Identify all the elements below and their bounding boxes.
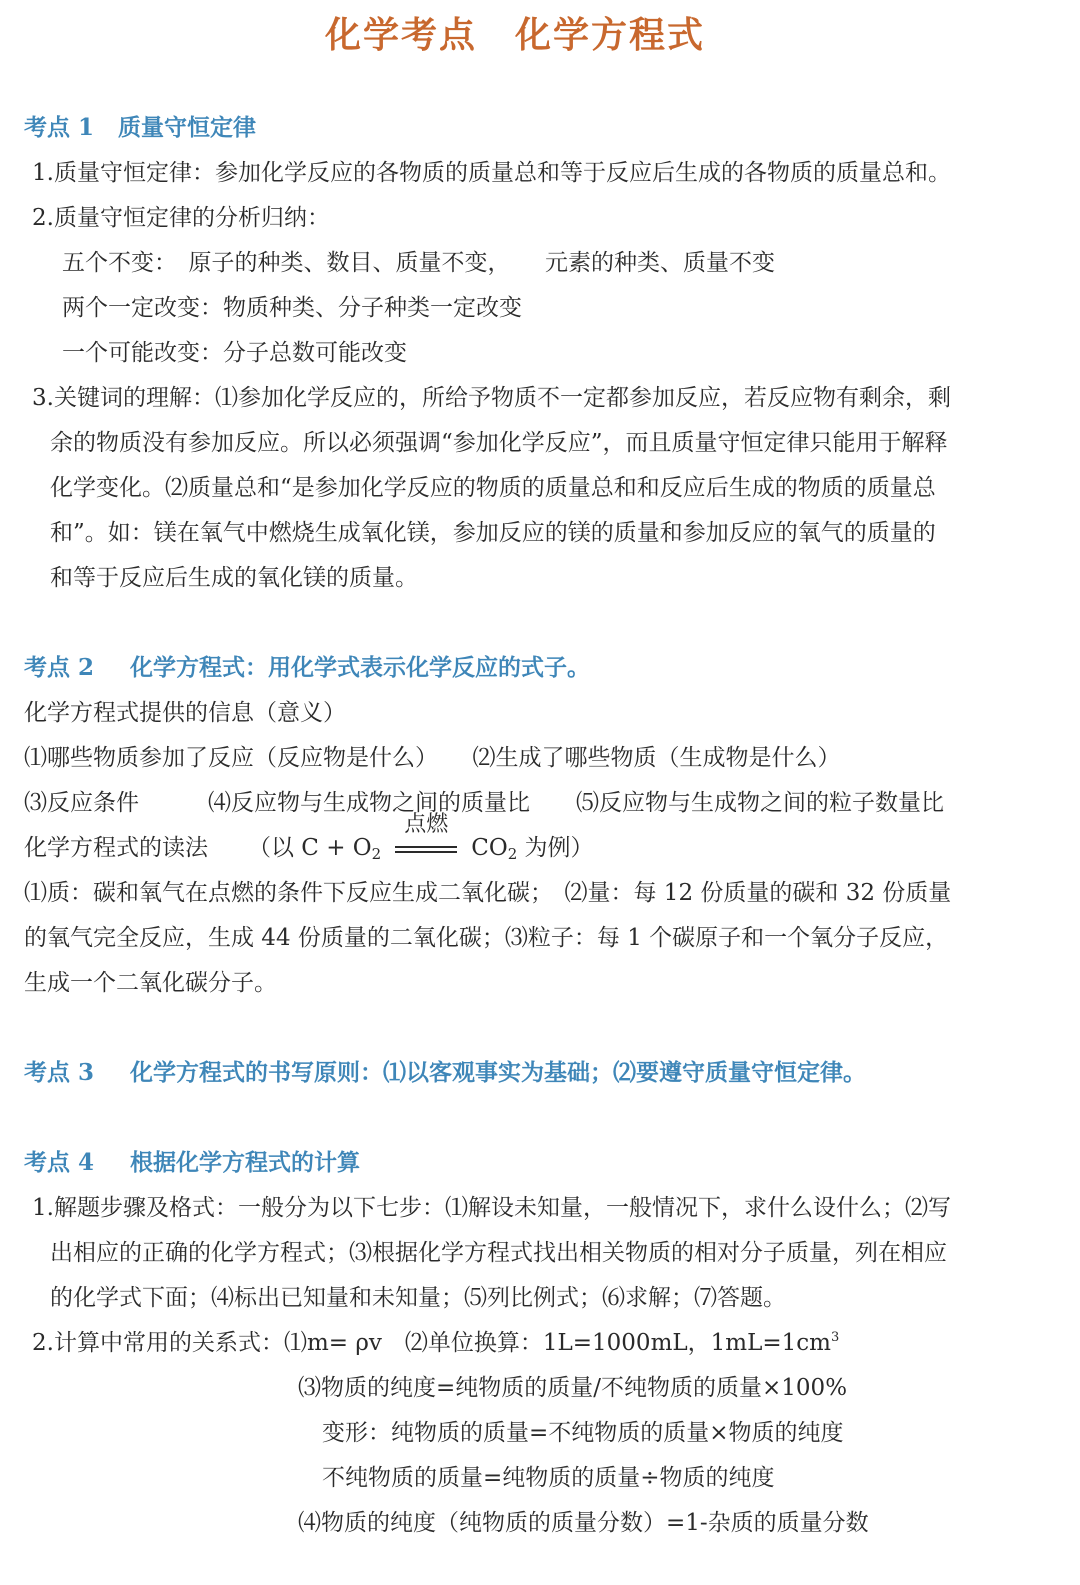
equation-subscript-2: 2 [507,845,518,863]
section-1-title: 质量守恒定律 [118,114,257,141]
sec2-read-line-1: ⑴质：碳和氧气在点燃的条件下反应生成二氧化碳； ⑵量：每 12 份质量的碳和 32 份质量 [24,880,952,906]
sec2-info-line-1: ⑴哪些物质参加了反应（反应物是什么） ⑵生成了哪些物质（生成物是什么） [24,745,841,771]
section-2-tag: 考点 2 [24,654,95,681]
sec1-keyword-line-2: 余的物质没有参加反应。所以必须强调“参加化学反应”，而且质量守恒定律只能用于解释 [50,430,948,456]
section-4-heading [24,1147,360,1179]
sec4-steps-line-2: 出相应的正确的化学方程式；⑶根据化学方程式找出相关物质的相对分子质量，列在相应 [50,1240,947,1266]
equation-product [471,835,517,861]
sec2-reading-title: 化学方程式的读法 [24,835,208,861]
section-1-tag: 考点 1 [24,114,95,141]
sec2-read-line-2: 的氧气完全反应，生成 44 份质量的二氧化碳；⑶粒子：每 1 个碳原子和一个氧分子反应， [24,925,949,951]
section-2-title: 化学方程式：用化学式表示化学反应的式子。 [130,654,591,681]
sec1-five-unchanged: 五个不变： 原子的种类、数目、质量不变， 元素的种类、质量不变 [62,250,775,276]
sec4-steps-line-3: 的化学式下面；⑷标出已知量和未知量；⑸列比例式；⑹求解；⑺答题。 [50,1285,786,1311]
equation-reactants-text: （以 C + O [248,835,372,861]
equation-close: 为例） [517,835,594,861]
sec4-relations-line-1 [32,1327,839,1359]
cubic-superscript: 3 [830,1330,840,1345]
sec1-paragraph-2: 2.质量守恒定律的分析归纳： [32,205,330,231]
sec1-two-changed: 两个一定改变：物质种类、分子种类一定改变 [62,295,522,321]
sec2-read-line-3: 生成一个二氧化碳分子。 [24,970,277,996]
sec4-purity-formula: ⑶物质的纯度=纯物质的质量/不纯物质的质量×100% [298,1375,848,1401]
sec1-keyword-line-4: 和”。如：镁在氧气中燃烧生成氧化镁，参加反应的镁的质量和参加反应的氧气的质量的 [50,520,936,546]
sec4-steps-line-1: 1.解题步骤及格式：一般分为以下七步：⑴解设未知量，一般情况下，求什么设什么；⑵写 [32,1195,951,1221]
section-4-title: 根据化学方程式的计算 [130,1149,361,1176]
sec2-reading-line [24,812,594,864]
reaction-condition: 点燃 [404,812,449,837]
equation-reactants [248,835,381,861]
sec4-purity-variant-1: 变形：纯物质的质量=不纯物质的质量×物质的纯度 [322,1420,844,1446]
equation-product-text: CO [471,835,508,861]
sec4-relations-text: 2.计算中常用的关系式：⑴m= ρv ⑵单位换算：1L=1000mL，1mL=1cm [32,1330,831,1356]
sec1-keyword-line-5: 和等于反应后生成的氧化镁的质量。 [50,565,418,591]
section-3-tag: 考点 3 [24,1059,95,1086]
sec4-purity-variant-2: 不纯物质的质量=纯物质的质量÷物质的纯度 [322,1465,775,1491]
equation-subscript-1: 2 [371,845,382,863]
section-4-tag: 考点 4 [24,1149,95,1176]
sec1-keyword-line-1: 3.关键词的理解：⑴参加化学反应的，所给予物质不一定都参加反应，若反应物有剩余，剩 [32,385,951,411]
section-3-heading [24,1057,866,1089]
page-title: 化学考点 化学方程式 [324,14,705,56]
sec2-info-line-2: ⑶反应条件 ⑷反应物与生成物之间的质量比 ⑸反应物与生成物之间的粒子数量比 [24,790,944,816]
sec4-purity-fraction: ⑷物质的纯度（纯物质的质量分数）=1-杂质的质量分数 [298,1510,869,1536]
sec1-keyword-line-3: 化学变化。⑵质量总和“是参加化学反应的物质的质量总和和反应后生成的物质的质量总 [50,475,936,501]
reaction-arrow [391,812,461,864]
sec1-one-possible: 一个可能改变：分子总数可能改变 [62,340,407,366]
sec1-paragraph-1: 1.质量守恒定律：参加化学反应的各物质的质量总和等于反应后生成的各物质的质量总和。 [32,160,951,186]
section-2-heading [24,652,590,684]
section-3-title: 化学方程式的书写原则：⑴以客观事实为基础；⑵要遵守质量守恒定律。 [130,1059,867,1086]
sec2-info-title: 化学方程式提供的信息（意义） [24,700,346,726]
section-1-heading [24,112,256,144]
